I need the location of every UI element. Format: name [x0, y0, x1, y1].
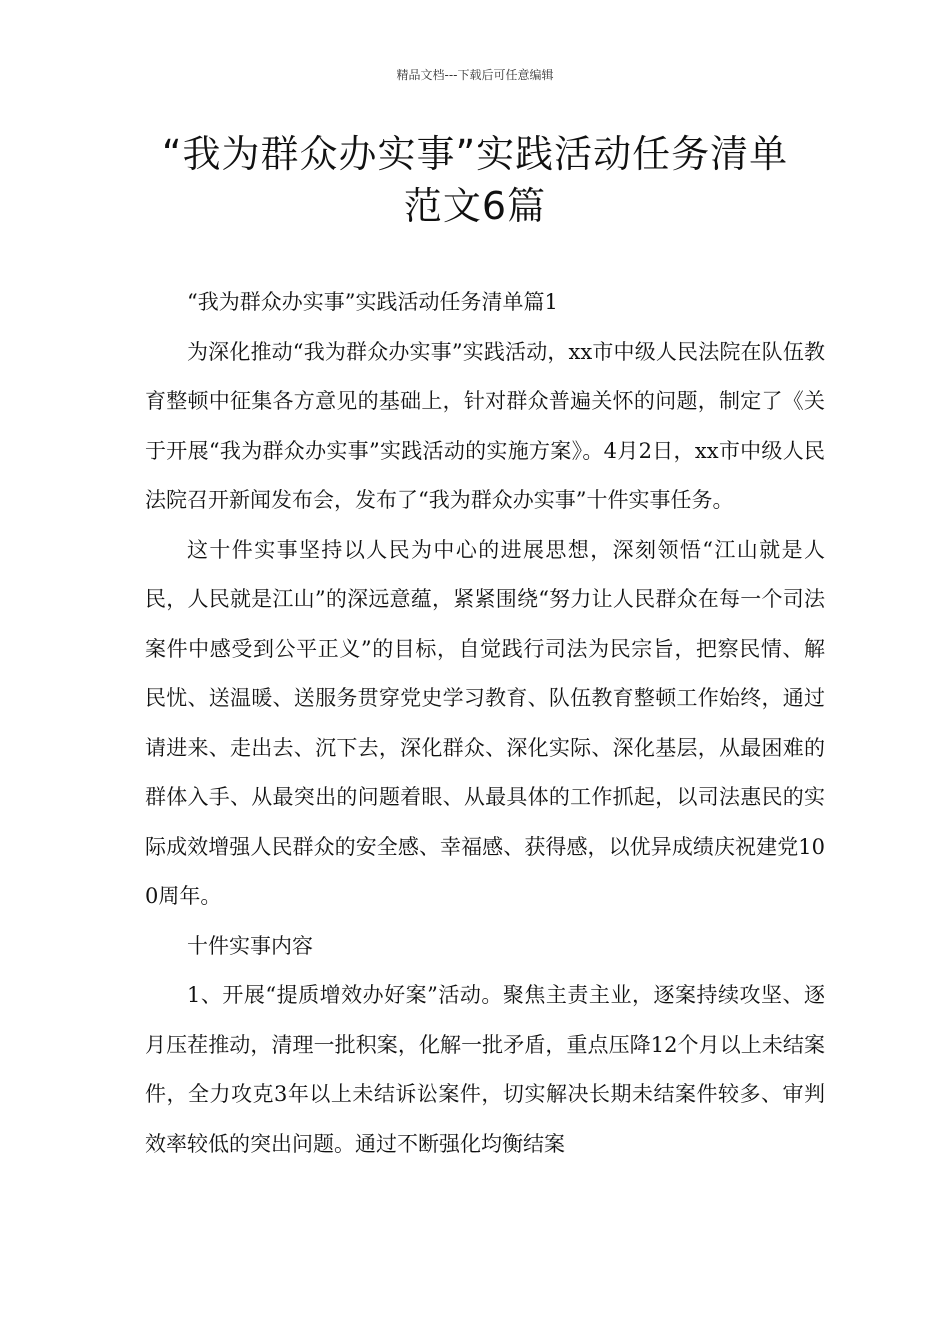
- document-body: [145, 278, 825, 1169]
- title-line-1: “我为群众办实事”实践活动任务清单: [161, 132, 789, 176]
- paragraph: 这十件实事坚持以人民为中心的进展思想，深刻领悟“江山就是人民，人民就是江山”的深远意蕴，紧紧围绕“努力让人民群众在每一个司法案件中感受到公平正义”的目标，自觉践行司法为民宗旨，把察民情、解民忧、送温暖、送服务贯穿党史学习教育、队伍教育整顿工作始终，通过请进来、走出去、沉下去，深化群众、深化实际、深化基层，从最困难的群体入手、从最突出的问题着眼、从最具体的工作抓起，以司法惠民的实际成效增强人民群众的安全感、幸福感、获得感，以优异成绩庆祝建党100周年。: [145, 537, 825, 908]
- paragraph: 1、开展“提质增效办好案”活动。聚焦主责主业，逐案持续攻坚、逐月压茬推动，清理一批积案，化解一批矛盾，重点压降12个月以上未结案件，全力攻克3年以上未结诉讼案件，切实解决长期未结案件较多、审判效率较低的突出问题。通过不断强化均衡结案: [145, 983, 825, 1156]
- document-title: [0, 128, 950, 232]
- subheading: 十件实事内容: [187, 933, 313, 958]
- section-heading: “我为群众办实事”实践活动任务清单篇1: [187, 290, 558, 314]
- header-note: 精品文档---下载后可任意编辑: [396, 68, 554, 82]
- paragraph: 为深化推动“我为群众办实事”实践活动，xx市中级人民法院在队伍教育整顿中征集各方意见的基础上，针对群众普遍关怀的问题，制定了《关于开展“我为群众办实事”实践活动的实施方案》。4月2日，xx市中级人民法院召开新闻发布会，发布了“我为群众办实事”十件实事任务。: [145, 339, 825, 512]
- title-line-2: 范文6篇: [403, 184, 547, 228]
